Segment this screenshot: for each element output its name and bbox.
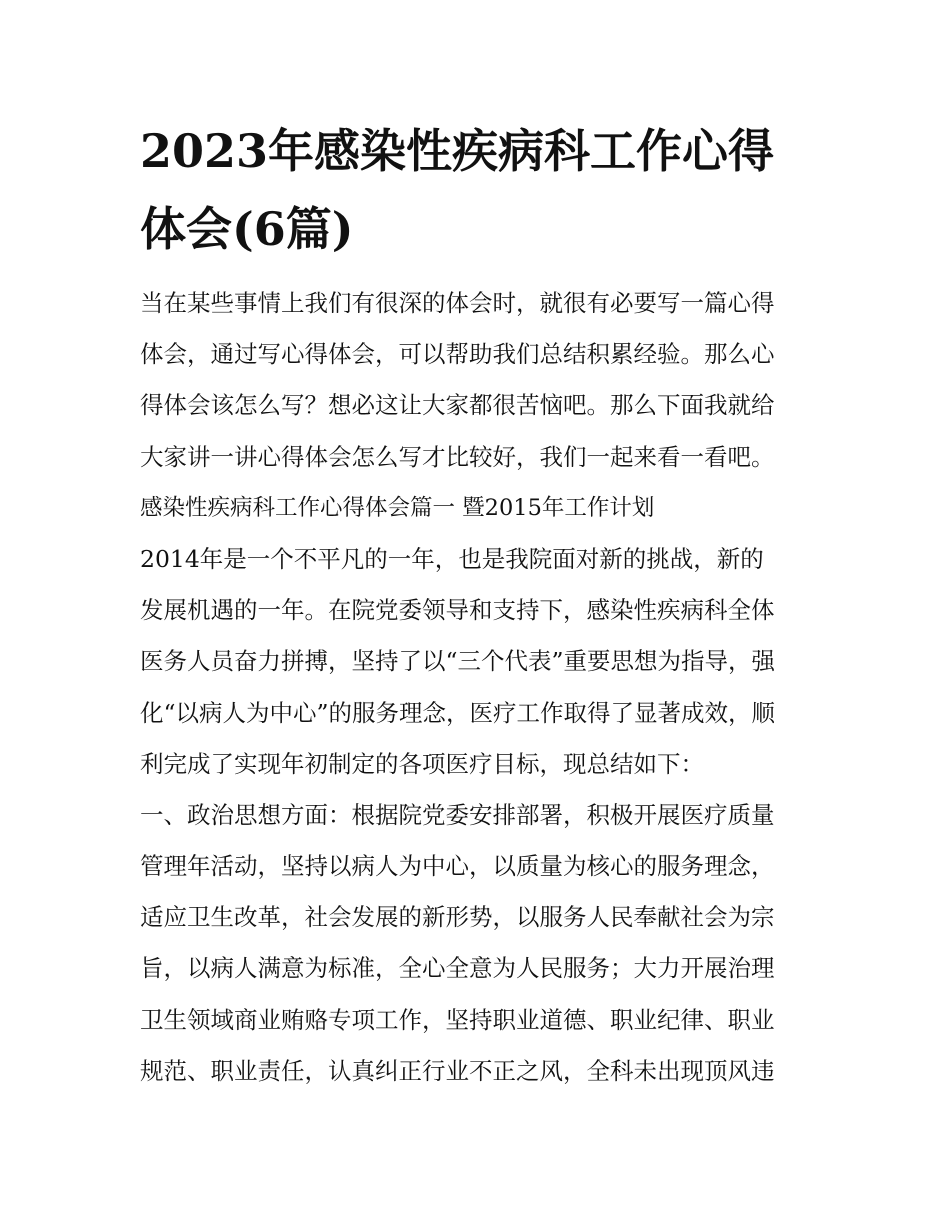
section-heading: 感染性疾病科工作心得体会篇一 暨2015年工作计划 bbox=[140, 494, 655, 521]
paragraph-line: 化“以病人为中心”的服务理念，医疗工作取得了显著成效，顺 bbox=[140, 698, 776, 727]
title-line: 2023年感染性疾病科工作心得 bbox=[140, 124, 775, 178]
paragraph-line: 规范、职业责任，认真纠正行业不正之风，全科未出现顶风违 bbox=[140, 1056, 775, 1085]
paragraph-line: 旨，以病人满意为标准，全心全意为人民服务；大力开展治理 bbox=[140, 954, 775, 983]
paragraph-line: 大家讲一讲心得体会怎么写才比较好，我们一起来看一看吧。 bbox=[140, 442, 775, 471]
paragraph-line: 卫生领域商业贿赂专项工作，坚持职业道德、职业纪律、职业 bbox=[140, 1005, 775, 1034]
paragraph-line: 一、政治思想方面：根据院党委安排部署，积极开展医疗质量 bbox=[140, 800, 775, 829]
paragraph-line: 当在某些事情上我们有很深的体会时，就很有必要写一篇心得 bbox=[140, 289, 775, 317]
title-line: 体会(6篇) bbox=[140, 202, 354, 256]
paragraph-line: 利完成了实现年初制定的各项医疗目标，现总结如下： bbox=[140, 749, 704, 778]
document-title bbox=[140, 112, 820, 268]
paragraph-line: 适应卫生改革，社会发展的新形势，以服务人民奉献社会为宗 bbox=[140, 903, 775, 932]
paragraph-line: 管理年活动，坚持以病人为中心，以质量为核心的服务理念， bbox=[140, 852, 775, 881]
paragraph-line: 发展机遇的一年。在院党委领导和支持下，感染性疾病科全体 bbox=[140, 596, 775, 625]
paragraph-line: 体会，通过写心得体会，可以帮助我们总结积累经验。那么心 bbox=[140, 340, 775, 369]
paragraph-line: 2014年是一个不平凡的一年，也是我院面对新的挑战，新的 bbox=[140, 544, 764, 573]
paragraph-line: 得体会该怎么写？想必这让大家都很苦恼吧。那么下面我就给 bbox=[140, 391, 775, 420]
document-body bbox=[140, 278, 820, 1097]
paragraph-line: 医务人员奋力拼搏，坚持了以“三个代表”重要思想为指导，强 bbox=[140, 647, 776, 676]
